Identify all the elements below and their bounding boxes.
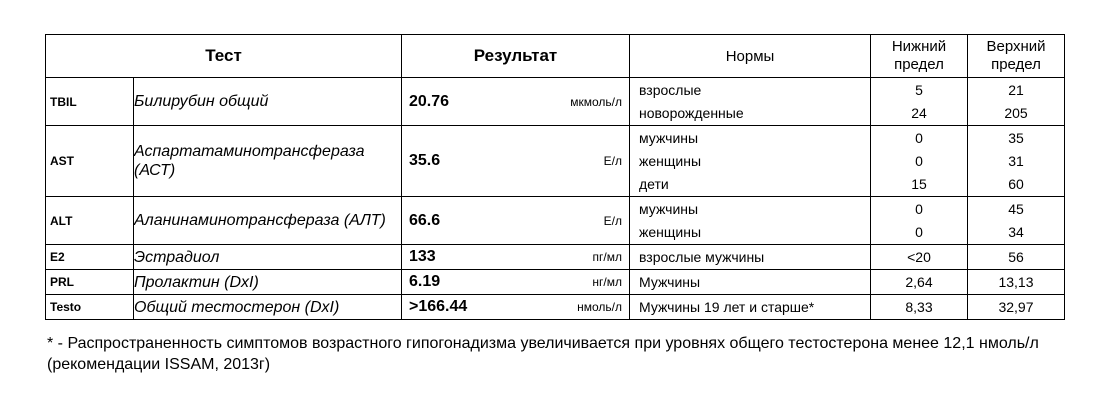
result-value: 35.6 (409, 152, 441, 169)
footnote: * - Распространенность симптомов возрастного гипогонадизма увеличивается при уровнях общего тестостерона менее 12,1 нмоль/л (рекомендации ISSAM, 2013г) (47, 335, 1039, 373)
upper-limit-cell (968, 78, 1065, 126)
result-value: 6.19 (409, 273, 441, 290)
norm-low: 0 (915, 223, 923, 240)
norm-high: 35 (1008, 129, 1024, 146)
norm-high: 56 (1008, 248, 1024, 265)
norm-label: женщины (639, 223, 702, 240)
norm-low: 0 (915, 152, 923, 169)
norm-high: 13,13 (998, 273, 1034, 290)
upper-limit-cell (968, 295, 1065, 320)
norm-low: 0 (915, 200, 923, 217)
table-row (46, 295, 1065, 320)
test-name-cell (134, 295, 402, 320)
table-row (46, 270, 1065, 295)
norm-low: 5 (915, 81, 923, 98)
norm-high: 45 (1008, 200, 1024, 217)
test-code: Testo (50, 300, 82, 314)
lower-limit-cell (871, 245, 968, 270)
norm-low: 8,33 (905, 298, 933, 315)
lower-limit-cell (871, 270, 968, 295)
result-cell (402, 245, 630, 270)
upper-limit-cell (968, 126, 1065, 197)
result-unit: Е/л (603, 213, 622, 228)
norms-cell (630, 270, 871, 295)
norm-high: 60 (1008, 175, 1024, 192)
test-code: PRL (50, 275, 74, 289)
test-code: TBIL (50, 94, 77, 109)
test-code: AST (50, 154, 74, 168)
lower-limit-cell (871, 197, 968, 245)
result-unit: пг/мл (592, 250, 622, 264)
norms-cell (630, 197, 871, 245)
norm-label: женщины (639, 152, 702, 169)
result-unit: нг/мл (592, 275, 622, 289)
result-cell (402, 270, 630, 295)
result-value: 66.6 (409, 211, 441, 229)
norm-high: 21 (1008, 81, 1024, 98)
test-name: Аспартатаминотрансфераза (АСТ) (134, 143, 365, 179)
test-code: E2 (50, 250, 65, 264)
test-name-cell (134, 78, 402, 126)
lower-limit-cell (871, 78, 968, 126)
test-name: Билирубин общий (134, 93, 269, 110)
header-norms: Нормы (630, 35, 871, 78)
result-unit: нмоль/л (577, 300, 622, 314)
test-code-cell (46, 270, 134, 295)
norms-cell (630, 295, 871, 320)
result-unit: Е/л (603, 154, 622, 168)
norm-label: Мужчины 19 лет и старше* (639, 298, 815, 315)
result-value: 133 (409, 248, 436, 265)
header-lower: Нижний предел (871, 35, 968, 78)
test-name-cell (134, 126, 402, 197)
norm-low: 0 (915, 129, 923, 146)
test-code-cell (46, 197, 134, 245)
norm-label: мужчины (639, 129, 699, 146)
norm-low: <20 (907, 248, 931, 265)
header-row (46, 35, 1065, 78)
norm-low: 24 (911, 104, 927, 121)
test-name: Пролактин (DxI) (134, 273, 259, 291)
norm-high: 31 (1008, 152, 1024, 169)
test-name: Эстрадиол (134, 248, 220, 266)
result-cell (402, 126, 630, 197)
test-code-cell (46, 78, 134, 126)
test-code-cell (46, 126, 134, 197)
result-unit: мкмоль/л (570, 94, 622, 109)
norm-label: новорожденные (639, 104, 744, 121)
test-code: ALT (50, 213, 73, 228)
upper-limit-cell (968, 245, 1065, 270)
table-row (46, 126, 1065, 197)
norm-high: 205 (1004, 104, 1028, 121)
result-cell (402, 197, 630, 245)
test-name-cell (134, 270, 402, 295)
test-code-cell (46, 245, 134, 270)
lab-results-table (45, 34, 1065, 320)
test-code-cell (46, 295, 134, 320)
test-name: Общий тестостерон (DxI) (134, 298, 340, 316)
norms-cell (630, 78, 871, 126)
header-upper: Верхний предел (968, 35, 1065, 78)
test-name-cell (134, 197, 402, 245)
norm-label: взрослые (639, 81, 702, 98)
norm-high: 34 (1008, 223, 1024, 240)
result-cell (402, 295, 630, 320)
upper-limit-cell (968, 197, 1065, 245)
norm-label: мужчины (639, 200, 699, 217)
result-cell (402, 78, 630, 126)
norm-label: взрослые мужчины (639, 248, 765, 265)
norms-cell (630, 126, 871, 197)
upper-limit-cell (968, 270, 1065, 295)
norms-cell (630, 245, 871, 270)
norm-low: 2,64 (905, 273, 933, 290)
norm-high: 32,97 (998, 298, 1034, 315)
table-row (46, 78, 1065, 126)
table-row (46, 245, 1065, 270)
test-name: Аланинаминотрансфераза (АЛТ) (134, 212, 386, 229)
norm-low: 15 (911, 175, 927, 192)
norm-label: дети (639, 175, 669, 192)
result-value: >166.44 (409, 298, 468, 315)
lower-limit-cell (871, 295, 968, 320)
norm-label: Мужчины (639, 273, 701, 290)
result-value: 20.76 (409, 92, 450, 110)
header-result: Результат (402, 35, 630, 78)
header-test: Тест (46, 35, 402, 78)
table-row (46, 197, 1065, 245)
lower-limit-cell (871, 126, 968, 197)
test-name-cell (134, 245, 402, 270)
